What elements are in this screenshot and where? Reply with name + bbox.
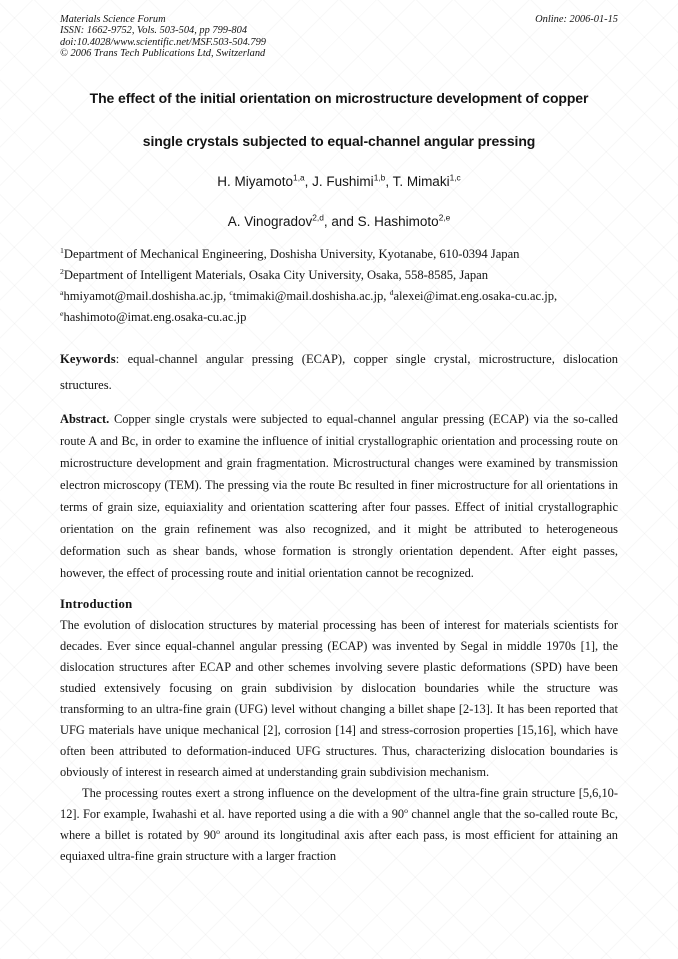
- journal-copyright: © 2006 Trans Tech Publications Ltd, Switzerland: [60, 47, 266, 59]
- affiliations: [60, 244, 618, 327]
- introduction-paragraph-2: The processing routes exert a strong influence on the development of the ultra-fine grain structure [5,6,10-12]. For example, Iwahashi et al. have reported using a die with a 90$^o$ channel angle that the so-called route Bc, where a billet is rotated by 90$^o$ around its longitudinal axis after each pass, is most efficient for attaining an equiaxed ultra-fine grain structure with a larger fraction: [60, 786, 618, 864]
- affiliation-2: $^2$Department of Intelligent Materials, Osaka City University, Osaka, 558-8585, Japan: [60, 266, 489, 282]
- authors-line-1: H. Miyamoto$^{1,a}$, J. Fushimi$^{1,b}$, T. Mimaki$^{1,c}$: [217, 172, 461, 190]
- affiliation-1: $^1$Department of Mechanical Engineering, Doshisha University, Kyotanabe, 610-0394 Japan: [60, 246, 520, 262]
- introduction-heading: Introduction: [60, 597, 133, 612]
- paper-title-line-1: The effect of the initial orientation on microstructure development of copper: [89, 90, 589, 107]
- abstract-label: Abstract.: [60, 412, 110, 427]
- online-date: Online: 2006-01-15: [535, 14, 618, 25]
- journal-header: [60, 14, 618, 59]
- journal-info: [60, 14, 266, 59]
- abstract-text: Copper single crystals were subjected to equal-channel angular pressing (ECAP) via the so-called route A and Bc, in order to examine the influence of initial crystallographic orientation and processing route on microstructure development and grain fragmentation. Microstructural changes were examined by transmission electron microscopy (TEM). The pressing via the route Bc resulted in finer microstructure for all orientations in terms of grain size, equiaxiality and orientation scattering after four passes. Effect of initial crystallographic orientation on the grain refinement was also recognized, and it might be attributed to heterogeneous deformation such as shear bands, whose formation is strongly orientation dependent. After eight passes, however, the effect of processing route and initial orientation cannot be recognized.: [60, 412, 618, 581]
- introduction-paragraph-1: The evolution of dislocation structures by material processing has been of interest for materials scientists for decades. Ever since equal-channel angular pressing (ECAP) was invented by Segal in middle 1970s [1], the dislocation structures after ECAP and other schemes involving severe plastic deformations (SPD) have been studied extensively focusing on grain subdivision by dislocation boundaries while the structure was transforming to an ultra-fine grain (UFG) level without changing a billet shape [2-13]. It has been reported that UFG materials have unique mechanical [2], corrosion [14] and stress-corrosion properties [15,16], which have often been attributed to deformation-induced UFG structures. Thus, characterizing dislocation boundaries is obviously of interest in research aimed at understanding grain subdivision mechanism.: [60, 618, 618, 780]
- authors-line-2: A. Vinogradov$^{2,d}$, and S. Hashimoto$^{2,e}$: [227, 212, 451, 230]
- keywords-block: [60, 346, 618, 398]
- keywords-label: Keywords: [60, 352, 116, 367]
- paper-title-line-2: single crystals subjected to equal-channel angular pressing: [142, 133, 536, 150]
- keywords-text: : equal-channel angular pressing (ECAP), copper single crystal, microstructure, dislocation structures.: [60, 352, 618, 393]
- journal-name: Materials Science Forum: [60, 14, 166, 25]
- journal-doi: doi:10.4028/www.scientific.net/MSF.503-504.799: [60, 36, 266, 48]
- abstract-block: [60, 408, 618, 584]
- author-emails: $^a$hmiyamot@mail.doshisha.ac.jp, $^c$tmimaki@mail.doshisha.ac.jp, $^d$alexei@imat.eng.osaka-cu.ac.jp, $^e$hashimoto@imat.eng.osaka-cu.ac.jp: [60, 287, 558, 324]
- journal-issn: ISSN: 1662-9752, Vols. 503-504, pp 799-804: [60, 25, 248, 37]
